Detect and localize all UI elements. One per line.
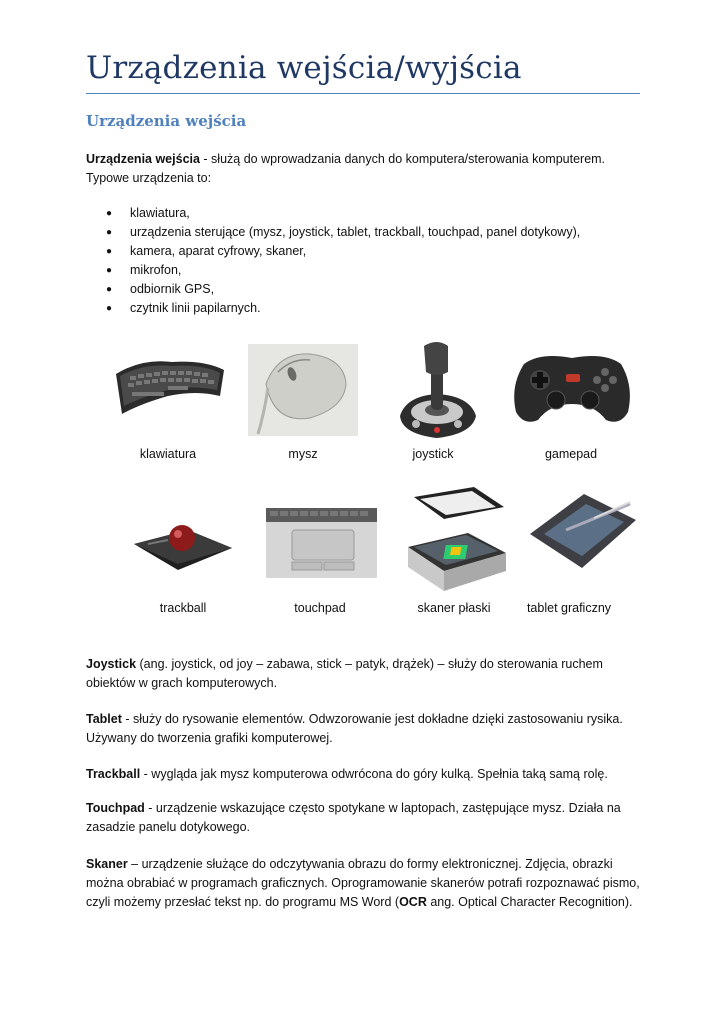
list-item-text: kamera, aparat cyfrowy, skaner, [130, 244, 307, 258]
caption-gamepad: gamepad [544, 447, 598, 461]
list-item [86, 299, 580, 318]
caption-keyboard: klawiatura [139, 447, 197, 461]
term-trackball: Trackball [86, 767, 141, 781]
text-joystick: (ang. joystick, od joy – zabawa, stick – patyk, drążek) – służy do sterowania ruchem obiektów w grach komputerowych. [86, 657, 603, 690]
bullet: ● [106, 284, 113, 295]
list-item [86, 280, 580, 299]
list-item [86, 242, 580, 261]
caption-touchpad: touchpad [294, 601, 346, 615]
title-underline [86, 93, 640, 94]
list-item [86, 261, 580, 280]
page-title: Urządzenia wejścia/wyjścia [86, 50, 522, 86]
definition-scanner [86, 855, 646, 912]
intro-line2: Typowe urządzenia to: [86, 171, 212, 185]
mouse-image [248, 344, 358, 436]
list-item [86, 223, 580, 242]
term-scanner: Skaner [86, 857, 128, 871]
text-scanner-tail: ang. Optical Character Recognition). [426, 895, 633, 909]
text-tablet: - służy do rysowanie elementów. Odwzorowanie jest dokładne dzięki zastosowaniu rysika. Używany do tworzenia grafiki komputerowej. [86, 712, 623, 745]
bullet: ● [106, 208, 113, 219]
caption-trackball: trackball [159, 601, 207, 615]
term-ocr: OCR [399, 895, 427, 909]
text-trackball: - wygląda jak mysz komputerowa odwrócona do góry kulką. Spełnia taką samą rolę. [140, 767, 608, 781]
caption-mouse: mysz [288, 447, 318, 461]
definition-trackball [86, 765, 646, 784]
definition-tablet [86, 710, 646, 748]
caption-scanner: skaner płaski [417, 601, 491, 615]
trackball-image [130, 508, 235, 572]
graphics-tablet-image [526, 490, 638, 570]
term-tablet: Tablet [86, 712, 122, 726]
definition-touchpad [86, 799, 646, 837]
intro-text: - służą do wprowadzania danych do komputera/sterowania komputerem. [199, 152, 606, 166]
definition-joystick [86, 655, 646, 693]
bullet: ● [106, 303, 113, 314]
caption-tablet: tablet graficzny [526, 601, 612, 615]
keyboard-image [112, 352, 227, 424]
list-item-text: mikrofon, [130, 263, 182, 277]
text-touchpad: - urządzenie wskazujące często spotykane w laptopach, zastępujące mysz. Działa na zasadzie panelu dotykowego. [86, 801, 621, 834]
list-item-text: czytnik linii papilarnych. [130, 301, 261, 315]
bullet: ● [106, 246, 113, 257]
caption-joystick: joystick [412, 447, 454, 461]
section-heading: Urządzenia wejścia [86, 112, 247, 130]
list-item-text: urządzenia sterujące (mysz, joystick, tablet, trackball, touchpad, panel dotykowy), [130, 225, 581, 239]
bullet: ● [106, 265, 113, 276]
list-item-text: klawiatura, [130, 206, 190, 220]
intro-term: Urządzenia wejścia [86, 152, 200, 166]
term-joystick: Joystick [86, 657, 137, 671]
list-item [86, 204, 580, 223]
joystick-image [392, 338, 482, 440]
input-devices-list [86, 204, 580, 318]
bullet: ● [106, 227, 113, 238]
term-touchpad: Touchpad [86, 801, 145, 815]
flatbed-scanner-image [404, 487, 508, 599]
list-item-text: odbiornik GPS, [130, 282, 215, 296]
intro-paragraph [86, 150, 646, 188]
text-scanner: – urządzenie służące do odczytywania obrazu do formy elektronicznej. Zdjęcia, obrazki można obrabiać w programach graficznych. Oprogramowanie skanerów potrafi rozpoznawać pismo, czyli możemy przesłać tekst np. do programu MS Word ( [86, 857, 640, 909]
gamepad-image [510, 346, 635, 430]
touchpad-image [266, 508, 377, 578]
